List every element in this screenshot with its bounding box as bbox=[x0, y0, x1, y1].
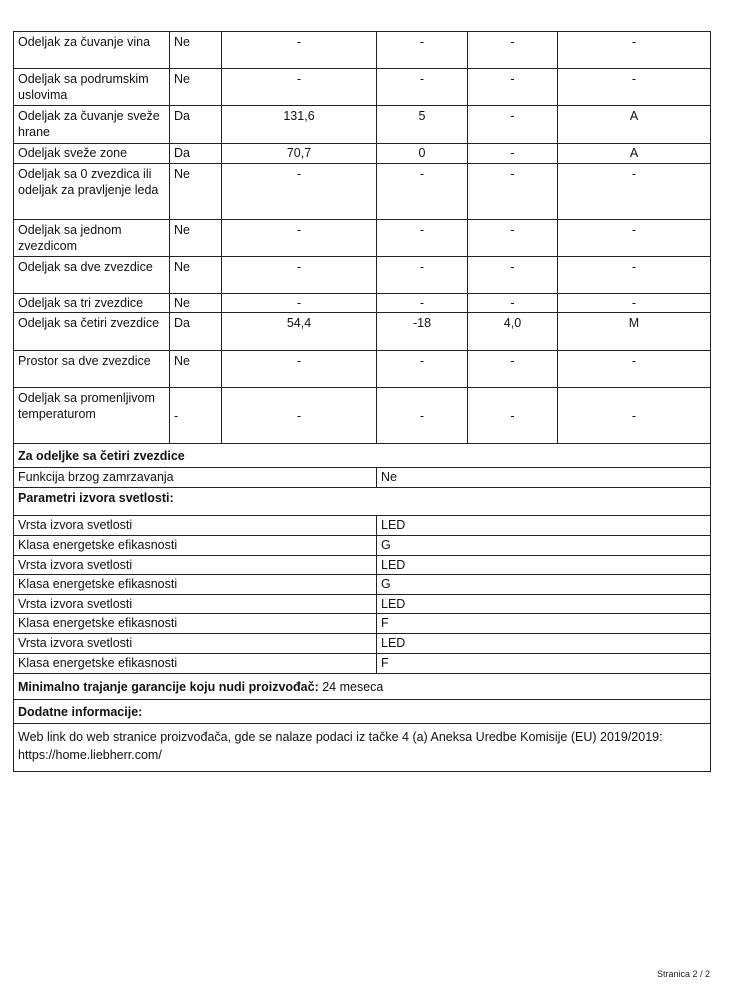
compartment-freeze: - bbox=[468, 32, 558, 69]
compartment-temp: - bbox=[377, 294, 468, 313]
compartment-name: Odeljak za čuvanje sveže hrane bbox=[14, 106, 170, 144]
compartment-class: - bbox=[558, 220, 711, 257]
light-heading: Parametri izvora svetlosti: bbox=[14, 488, 711, 516]
compartment-volume: - bbox=[222, 220, 377, 257]
light-value: F bbox=[377, 614, 711, 634]
light-row bbox=[14, 536, 711, 556]
compartment-temp: - bbox=[377, 32, 468, 69]
compartment-present: Ne bbox=[170, 69, 222, 106]
compartment-freeze: - bbox=[468, 388, 558, 444]
compartment-temp: - bbox=[377, 69, 468, 106]
light-value: LED bbox=[377, 556, 711, 575]
compartment-volume: - bbox=[222, 32, 377, 69]
compartment-name: Odeljak sa četiri zvezdice bbox=[14, 313, 170, 351]
compartment-row bbox=[14, 351, 711, 388]
compartment-class: A bbox=[558, 144, 711, 164]
additional-heading: Dodatne informacije: bbox=[14, 700, 711, 724]
compartment-freeze: - bbox=[468, 351, 558, 388]
light-value: G bbox=[377, 536, 711, 556]
compartment-name: Odeljak sveže zone bbox=[14, 144, 170, 164]
warranty-value: 24 meseca bbox=[318, 679, 384, 694]
fast-freeze-row bbox=[14, 468, 711, 488]
light-row bbox=[14, 575, 711, 595]
light-label: Vrsta izvora svetlosti bbox=[14, 595, 377, 614]
warranty-row bbox=[14, 674, 711, 700]
compartment-class: - bbox=[558, 388, 711, 444]
compartment-freeze: - bbox=[468, 257, 558, 294]
compartment-row bbox=[14, 106, 711, 144]
light-row bbox=[14, 516, 711, 536]
light-value: LED bbox=[377, 595, 711, 614]
compartment-temp: - bbox=[377, 351, 468, 388]
light-value: LED bbox=[377, 516, 711, 536]
compartment-present: Da bbox=[170, 144, 222, 164]
additional-text: Web link do web stranice proizvođača, gde se nalaze podaci iz tačke 4 (a) Aneksa Uredbe Komisije (EU) 2019/2019: https://home.liebherr.com/ bbox=[14, 724, 711, 772]
compartment-temp: - bbox=[377, 257, 468, 294]
compartment-name: Odeljak sa jednom zvezdicom bbox=[14, 220, 170, 257]
light-row bbox=[14, 556, 711, 575]
four-star-heading-row bbox=[14, 444, 711, 468]
light-row bbox=[14, 634, 711, 654]
light-row bbox=[14, 595, 711, 614]
compartment-name: Odeljak sa 0 zvezdica ili odeljak za pravljenje leda bbox=[14, 164, 170, 220]
compartment-present: Ne bbox=[170, 220, 222, 257]
compartment-row bbox=[14, 220, 711, 257]
compartment-present: - bbox=[170, 388, 222, 444]
compartment-present: Ne bbox=[170, 257, 222, 294]
additional-heading-row bbox=[14, 700, 711, 724]
compartment-class: - bbox=[558, 164, 711, 220]
compartment-present: Da bbox=[170, 313, 222, 351]
compartment-volume: - bbox=[222, 164, 377, 220]
compartment-row bbox=[14, 313, 711, 351]
compartment-volume: 54,4 bbox=[222, 313, 377, 351]
light-label: Klasa energetske efikasnosti bbox=[14, 654, 377, 674]
compartment-freeze: - bbox=[468, 144, 558, 164]
compartment-row bbox=[14, 294, 711, 313]
compartment-class: - bbox=[558, 32, 711, 69]
light-value: F bbox=[377, 654, 711, 674]
four-star-heading: Za odeljke sa četiri zvezdice bbox=[14, 444, 711, 468]
compartment-row bbox=[14, 69, 711, 106]
compartment-class: M bbox=[558, 313, 711, 351]
compartment-freeze: - bbox=[468, 69, 558, 106]
light-label: Vrsta izvora svetlosti bbox=[14, 634, 377, 654]
light-value: LED bbox=[377, 634, 711, 654]
compartment-name: Odeljak sa tri zvezdice bbox=[14, 294, 170, 313]
compartment-freeze: - bbox=[468, 106, 558, 144]
light-row bbox=[14, 654, 711, 674]
compartment-class: A bbox=[558, 106, 711, 144]
compartment-row bbox=[14, 32, 711, 69]
compartment-temp: - bbox=[377, 220, 468, 257]
compartment-temp: 5 bbox=[377, 106, 468, 144]
additional-text-row bbox=[14, 724, 711, 772]
compartment-freeze: - bbox=[468, 164, 558, 220]
compartment-temp: - bbox=[377, 164, 468, 220]
light-row bbox=[14, 614, 711, 634]
compartment-name: Odeljak sa promenljivom temperaturom bbox=[14, 388, 170, 444]
compartment-freeze: - bbox=[468, 220, 558, 257]
compartment-row bbox=[14, 388, 711, 444]
compartment-row bbox=[14, 257, 711, 294]
compartment-name: Prostor sa dve zvezdice bbox=[14, 351, 170, 388]
compartment-freeze: 4,0 bbox=[468, 313, 558, 351]
compartment-present: Ne bbox=[170, 351, 222, 388]
compartment-temp: -18 bbox=[377, 313, 468, 351]
light-label: Klasa energetske efikasnosti bbox=[14, 614, 377, 634]
light-heading-row bbox=[14, 488, 711, 516]
compartment-present: Ne bbox=[170, 32, 222, 69]
light-label: Vrsta izvora svetlosti bbox=[14, 556, 377, 575]
compartment-freeze: - bbox=[468, 294, 558, 313]
fast-freeze-value: Ne bbox=[377, 468, 711, 488]
compartment-temp: - bbox=[377, 388, 468, 444]
compartments-body bbox=[14, 32, 711, 772]
compartment-row bbox=[14, 164, 711, 220]
compartment-volume: 131,6 bbox=[222, 106, 377, 144]
compartment-name: Odeljak sa dve zvezdice bbox=[14, 257, 170, 294]
compartment-class: - bbox=[558, 69, 711, 106]
compartment-volume: - bbox=[222, 388, 377, 444]
product-info-table bbox=[13, 31, 711, 772]
compartment-volume: - bbox=[222, 294, 377, 313]
compartment-temp: 0 bbox=[377, 144, 468, 164]
compartment-class: - bbox=[558, 294, 711, 313]
page-number: Stranica 2 / 2 bbox=[656, 969, 710, 979]
compartment-class: - bbox=[558, 351, 711, 388]
fast-freeze-label: Funkcija brzog zamrzavanja bbox=[14, 468, 377, 488]
compartment-row bbox=[14, 144, 711, 164]
compartment-class: - bbox=[558, 257, 711, 294]
compartment-volume: - bbox=[222, 351, 377, 388]
compartment-present: Ne bbox=[170, 294, 222, 313]
compartment-name: Odeljak za čuvanje vina bbox=[14, 32, 170, 69]
light-label: Klasa energetske efikasnosti bbox=[14, 575, 377, 595]
compartment-present: Ne bbox=[170, 164, 222, 220]
compartment-volume: 70,7 bbox=[222, 144, 377, 164]
light-label: Klasa energetske efikasnosti bbox=[14, 536, 377, 556]
warranty-cell bbox=[14, 674, 711, 700]
compartment-volume: - bbox=[222, 69, 377, 106]
compartment-volume: - bbox=[222, 257, 377, 294]
compartment-name: Odeljak sa podrumskim uslovima bbox=[14, 69, 170, 106]
compartment-present: Da bbox=[170, 106, 222, 144]
warranty-label: Minimalno trajanje garancije koju nudi proizvođač: bbox=[18, 679, 319, 694]
light-value: G bbox=[377, 575, 711, 595]
light-label: Vrsta izvora svetlosti bbox=[14, 516, 377, 536]
